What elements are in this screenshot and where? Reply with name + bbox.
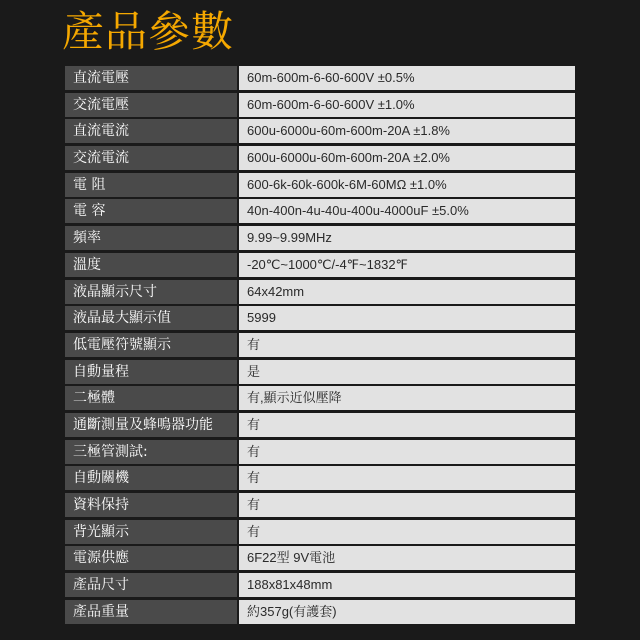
spec-value: 5999 [239,306,575,330]
spec-label: 直流電流 [65,119,237,143]
spec-label: 低電壓符號顯示 [65,333,237,357]
spec-row [65,306,575,330]
spec-row [65,413,575,437]
spec-value: 40n-400n-4u-40u-400u-4000uF ±5.0% [239,199,575,223]
spec-label: 二極體 [65,386,237,410]
spec-value: 有 [239,520,575,544]
spec-label: 產品重量 [65,600,237,624]
spec-label: 直流電壓 [65,66,237,90]
spec-label: 交流電流 [65,146,237,170]
spec-label: 三極管測試: [65,440,237,464]
spec-row [65,493,575,517]
spec-value: 600-6k-60k-600k-6M-60MΩ ±1.0% [239,173,575,197]
spec-value: 有 [239,466,575,490]
spec-label: 電 容 [65,199,237,223]
spec-row [65,600,575,624]
spec-label: 交流電壓 [65,93,237,117]
spec-row [65,466,575,490]
spec-label: 液晶顯示尺寸 [65,280,237,304]
spec-row [65,386,575,410]
spec-row [65,199,575,223]
spec-row [65,146,575,170]
spec-row [65,440,575,464]
spec-value: 600u-6000u-60m-600m-20A ±1.8% [239,119,575,143]
spec-value: 188x81x48mm [239,573,575,597]
spec-label: 自動關機 [65,466,237,490]
spec-value: 60m-600m-6-60-600V ±1.0% [239,93,575,117]
spec-row [65,119,575,143]
spec-value: 60m-600m-6-60-600V ±0.5% [239,66,575,90]
spec-row [65,280,575,304]
spec-value: 是 [239,360,575,384]
spec-value: 9.99~9.99MHz [239,226,575,250]
spec-value: 有 [239,440,575,464]
spec-label: 液晶最大顯示值 [65,306,237,330]
spec-row [65,333,575,357]
spec-table [65,66,575,626]
spec-label: 產品尺寸 [65,573,237,597]
spec-row [65,226,575,250]
spec-label: 資料保持 [65,493,237,517]
spec-label: 電 阻 [65,173,237,197]
spec-value: 600u-6000u-60m-600m-20A ±2.0% [239,146,575,170]
spec-row [65,360,575,384]
spec-value: 6F22型 9V電池 [239,546,575,570]
spec-value: 約357g(有護套) [239,600,575,624]
spec-value: -20℃~1000℃/-4℉~1832℉ [239,253,575,277]
spec-row [65,253,575,277]
spec-row [65,546,575,570]
spec-label: 通斷測量及蜂鳴器功能 [65,413,237,437]
spec-row [65,93,575,117]
spec-label: 自動量程 [65,360,237,384]
spec-row [65,66,575,90]
page-title: 產品參數 [62,7,235,56]
spec-value: 有 [239,493,575,517]
spec-label: 溫度 [65,253,237,277]
spec-value: 64x42mm [239,280,575,304]
spec-value: 有 [239,333,575,357]
spec-row [65,573,575,597]
spec-row [65,520,575,544]
spec-row [65,173,575,197]
spec-label: 頻率 [65,226,237,250]
spec-label: 背光顯示 [65,520,237,544]
spec-value: 有 [239,413,575,437]
spec-value: 有,顯示近似壓降 [239,386,575,410]
spec-label: 電源供應 [65,546,237,570]
